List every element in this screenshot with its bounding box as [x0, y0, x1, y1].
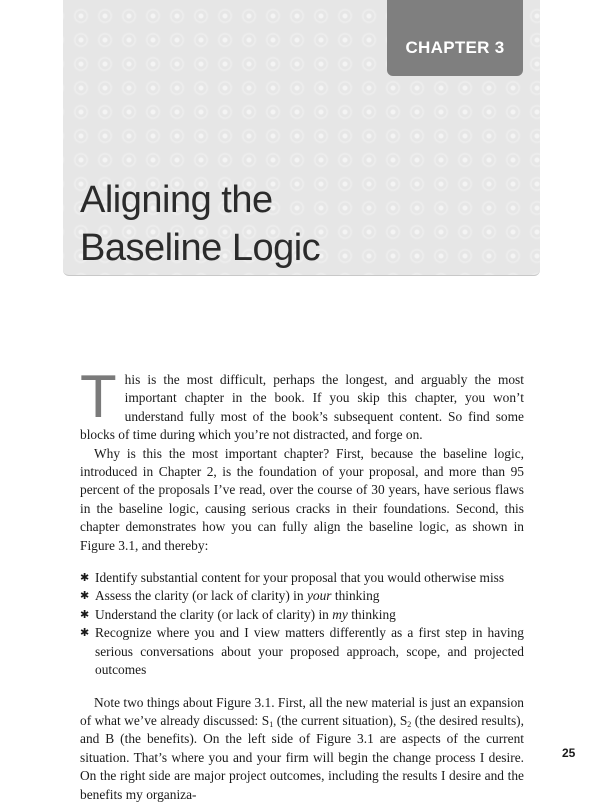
chapter-tab	[387, 0, 523, 76]
page-number: 25	[562, 746, 576, 760]
list-item-text: thinking	[347, 606, 396, 622]
list-item-text: Assess the clarity (or lack of clarity) in	[95, 588, 307, 604]
paragraph-3-text: (the current situation), S	[273, 712, 408, 728]
list-item-text: Recognize where you and I view matters differently as a first step in having serious conversations about your proposed approach, scope, and projected outcomes	[95, 625, 524, 678]
subscript-1: 1	[269, 719, 274, 729]
subscript-2: 2	[407, 719, 412, 729]
body-text	[80, 363, 524, 804]
drop-cap: T	[80, 363, 117, 430]
chapter-title-line-1: Aligning the	[80, 179, 273, 221]
list-item	[80, 587, 524, 605]
list-item-text: Identify substantial content for your proposal that you would otherwise miss	[95, 570, 505, 586]
emphasis-my: my	[332, 606, 348, 622]
bullet-asterisk-icon: ✱	[80, 590, 90, 603]
bullet-asterisk-icon: ✱	[80, 627, 90, 640]
paragraph-3	[80, 694, 524, 804]
bullet-list	[80, 569, 524, 679]
chapter-label: CHAPTER 3	[405, 38, 505, 57]
bullet-asterisk-icon: ✱	[80, 608, 90, 621]
list-item	[80, 624, 524, 679]
list-item-text: thinking	[331, 588, 380, 604]
paragraph-3-text: Note two things about Figure 3.1. First, all the new material is just an expansion of what we’ve already discussed: S	[80, 694, 524, 728]
paragraph-2: Why is this the most important chapter? First, because the baseline logic, introduced in Chapter 2, is the foundation of your proposal, and more than 95 percent of the proposals I’ve read, over the course of 30 years, have serious flaws in the baseline logic, causing serious cracks in their foundations. Second, this chapter demonstrates how you can fully align the baseline logic, as shown in Figure 3.1, and thereby:	[80, 445, 524, 553]
list-item	[80, 606, 524, 624]
list-item-text: Understand the clarity (or lack of clarity) in	[95, 606, 333, 622]
paragraph-1-text: his is the most difficult, perhaps the longest, and arguably the most important chapter in the book. If you skip this chapter, you won’t understand fully most of the book’s subsequent content. So find some blocks of time during which you’re not distracted, and forge on.	[80, 372, 524, 443]
paragraph-3-text: (the desired results), and B (the benefits). On the left side of Figure 3.1 are aspects of the current situation. That’s where you and your firm will begin the change process I desire. On the right side are major project outcomes, including the results I desire and the benefits my organiza-	[80, 712, 524, 802]
list-item	[80, 569, 524, 587]
chapter-title	[80, 176, 320, 272]
bullet-asterisk-icon: ✱	[80, 572, 90, 585]
paragraph-1	[80, 363, 524, 445]
chapter-title-line-2: Baseline Logic	[80, 227, 321, 269]
emphasis-your: your	[306, 588, 332, 604]
